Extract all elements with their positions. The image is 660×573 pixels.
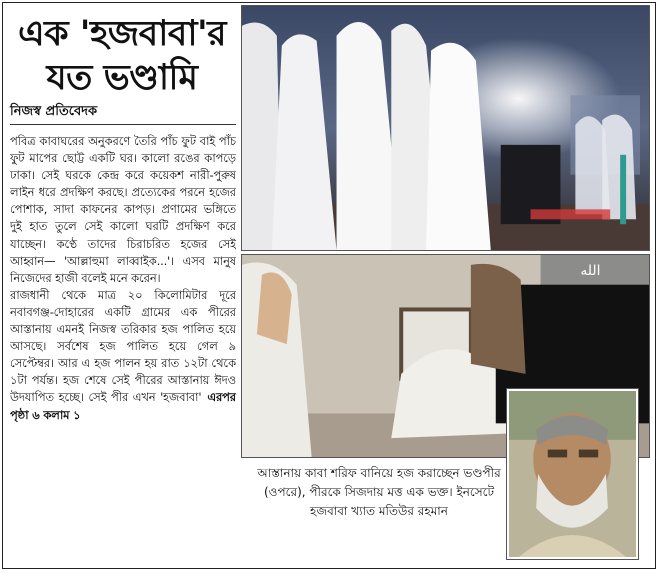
byline: নিজস্ব প্রতিবেদক <box>10 103 236 125</box>
article-paragraph-2 <box>10 287 236 424</box>
article-paragraph-1: পবিত্র কাবাঘরের অনুকরণে তৈরি পাঁচ ফুট বাই পাঁচ ফুট মাপের ছোট্ট একটি ঘর। কালো রঙের কাপড়ে ঢাকা। সেই ঘরকে কেন্দ্র করে কয়েকশ নারী-পুরুষ লাইন ধরে প্রদক্ষিণ করছে। প্রত্যেকের পরনে হজের পোশাক, সাদা কাফনের কাপড়। প্রণামের ভঙ্গিতে দুই হাত তুলে সেই কালো ঘরটি প্রদক্ষিণ করে যাচ্ছেন। কণ্ঠে তাদের চিরাচরিত হজের সেই আহ্বান— 'আল্লাহুমা লাব্বাইক...'। এসব মানুষ নিজেদের হাজী বলেই মনে করেন। <box>10 134 236 285</box>
headline <box>8 12 236 100</box>
inset-portrait-svg <box>509 391 636 557</box>
photo-pilgrims-svg <box>242 6 649 250</box>
article-body <box>10 133 236 563</box>
headline-line-2: যত ভণ্ডামি <box>46 58 198 98</box>
photo-inset-portrait <box>507 389 638 559</box>
photo-pilgrims-circling <box>241 5 650 251</box>
photo-caption: আস্তানায় কাবা শরিফ বানিয়ে হজ করাচ্ছেন ভণ্ডপীর (ওপরে), পীরকে সিজদায় মত্ত এক ভক্ত। ইনসেটে হজবাবা খ্যাত মতিউর রহমান <box>257 466 501 518</box>
continued-reference: এরপর পৃষ্ঠা ৬ কলাম ১ <box>10 390 236 422</box>
wall-calligraphy: الله <box>580 262 601 279</box>
headline-line-1: এক 'হজবাবা'র <box>18 14 226 54</box>
article-paragraph-2-text: রাজধানী থেকে মাত্র ২০ কিলোমিটার দূরে নবাবগঞ্জ-দোহারের একটি গ্রামের এক পীরের আস্তানায় এমনই নিজস্ব তরিকার হজ পালিত হয়ে আসছে। সর্বশেষ হজ পালিত হয়ে গেল ৯ সেপ্টেম্বর। আর এ হজ পালন হয় রাত ১২টা থেকে ১টা পর্যন্ত। হজ শেষে সেই পীরের আস্তানায় ঈদও উদযাপিত হচ্ছে। সেই পীর এখন 'হজবাবা' <box>10 287 236 405</box>
